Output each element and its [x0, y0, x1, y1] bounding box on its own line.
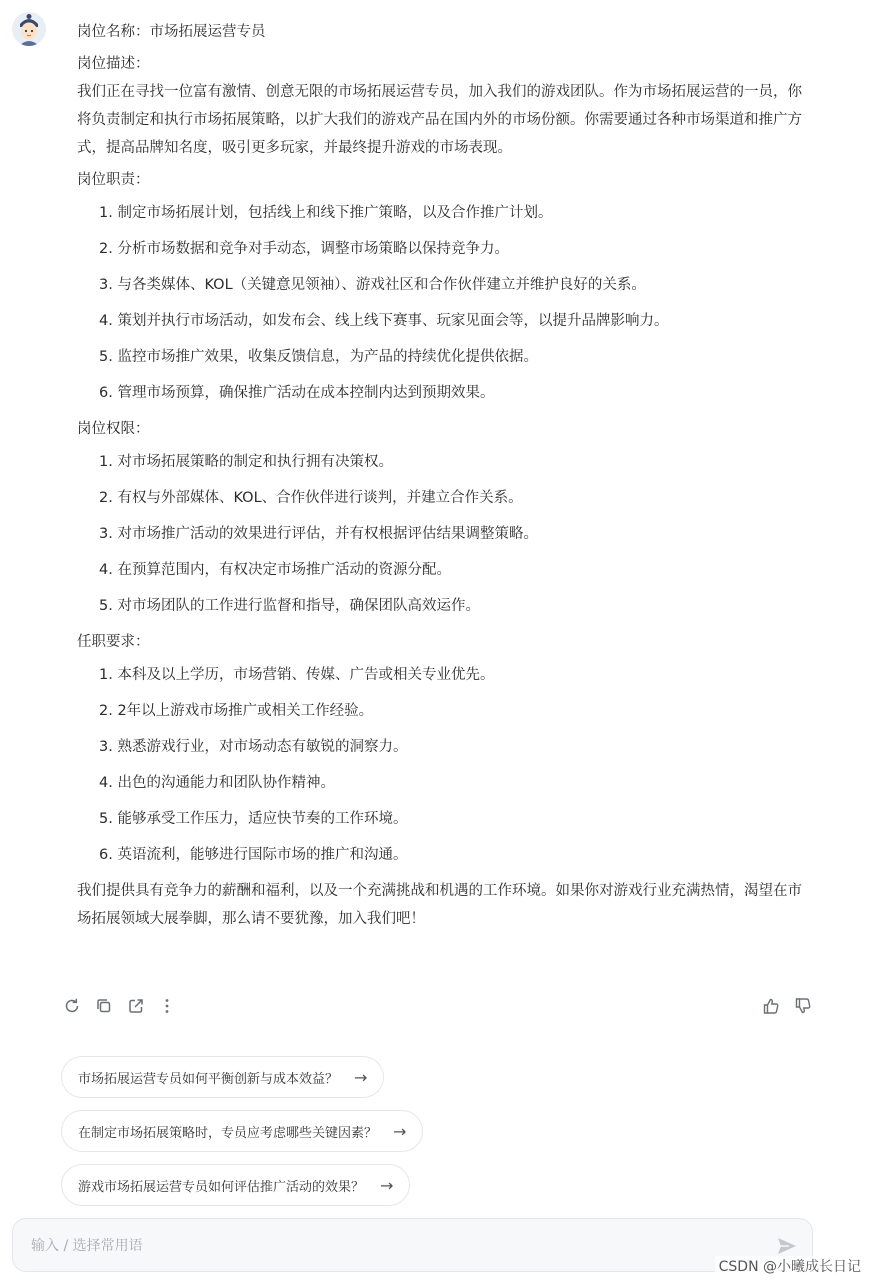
list-item: 3. 与各类媒体、KOL（关键意见领袖）、游戏社区和合作伙伴建立并维护良好的关系。	[99, 277, 646, 293]
list-item: 5. 监控市场推广效果，收集反馈信息，为产品的持续优化提供依据。	[99, 349, 538, 365]
list-item: 1. 本科及以上学历，市场营销、传媒、广告或相关专业优先。	[99, 667, 495, 683]
closing-text: 我们提供具有竞争力的薪酬和福利，以及一个充满挑战和机遇的工作环境。如果你对游戏行业充满热情，渴望在市场拓展领域大展拳脚，那么请不要犹豫，加入我们吧！	[77, 883, 802, 927]
assistant-message	[77, 18, 812, 933]
suggested-questions	[61, 1056, 423, 1218]
list-item: 5. 能够承受工作压力，适应快节奏的工作环境。	[99, 811, 408, 827]
refresh-icon[interactable]	[62, 996, 82, 1016]
list-item: 6. 英语流利，能够进行国际市场的推广和沟通。	[99, 847, 408, 863]
csdn-watermark: CSDN @小曦成长日记	[715, 1256, 865, 1276]
list-item: 1. 对市场拓展策略的制定和执行拥有决策权。	[99, 454, 393, 470]
arrow-right-icon: →	[354, 1067, 368, 1087]
send-icon[interactable]	[776, 1235, 798, 1257]
requirements-list	[99, 661, 812, 869]
message-actions	[60, 992, 815, 1022]
list-item: 1. 制定市场拓展计划，包括线上和线下推广策略，以及合作推广计划。	[99, 205, 553, 221]
more-icon[interactable]	[157, 996, 177, 1016]
authority-heading: 岗位权限：	[77, 421, 150, 437]
thumbs-down-icon[interactable]	[793, 996, 813, 1016]
description-heading: 岗位描述：	[77, 56, 150, 72]
arrow-right-icon: →	[393, 1121, 407, 1141]
suggestion-chip[interactable]	[61, 1110, 423, 1152]
suggestion-chip[interactable]	[61, 1164, 410, 1206]
chat-input[interactable]	[31, 1219, 751, 1273]
assistant-avatar	[12, 12, 46, 46]
list-item: 3. 熟悉游戏行业，对市场动态有敏锐的洞察力。	[99, 739, 408, 755]
list-item: 2. 2年以上游戏市场推广或相关工作经验。	[99, 703, 374, 719]
share-icon[interactable]	[126, 996, 146, 1016]
thumbs-up-icon[interactable]	[761, 996, 781, 1016]
chat-input-bar	[12, 1218, 813, 1272]
job-title: 岗位名称：市场拓展运营专员	[77, 24, 266, 40]
duties-heading: 岗位职责：	[77, 172, 150, 188]
list-item: 4. 策划并执行市场活动，如发布会、线上线下赛事、玩家见面会等，以提升品牌影响力。	[99, 313, 669, 329]
suggestion-text: 市场拓展运营专员如何平衡创新与成本效益？	[78, 1071, 339, 1087]
authority-list	[99, 448, 812, 620]
arrow-right-icon: →	[380, 1175, 394, 1195]
list-item: 2. 有权与外部媒体、KOL、合作伙伴进行谈判，并建立合作关系。	[99, 490, 523, 506]
suggestion-chip[interactable]	[61, 1056, 384, 1098]
suggestion-text: 游戏市场拓展运营专员如何评估推广活动的效果？	[78, 1179, 365, 1195]
duties-list	[99, 199, 812, 407]
list-item: 4. 在预算范围内，有权决定市场推广活动的资源分配。	[99, 562, 451, 578]
description-text: 我们正在寻找一位富有激情、创意无限的市场拓展运营专员，加入我们的游戏团队。作为市场拓展运营的一员，你将负责制定和执行市场拓展策略，以扩大我们的游戏产品在国内外的市场份额。你需要通过各种市场渠道和推广方式，提高品牌知名度，吸引更多玩家，并最终提升游戏的市场表现。	[77, 84, 802, 156]
list-item: 5. 对市场团队的工作进行监督和指导，确保团队高效运作。	[99, 598, 480, 614]
list-item: 6. 管理市场预算，确保推广活动在成本控制内达到预期效果。	[99, 385, 495, 401]
list-item: 4. 出色的沟通能力和团队协作精神。	[99, 775, 335, 791]
suggestion-text: 在制定市场拓展策略时，专员应考虑哪些关键因素？	[78, 1125, 378, 1141]
list-item: 2. 分析市场数据和竞争对手动态，调整市场策略以保持竞争力。	[99, 241, 509, 257]
list-item: 3. 对市场推广活动的效果进行评估，并有权根据评估结果调整策略。	[99, 526, 538, 542]
copy-icon[interactable]	[94, 996, 114, 1016]
requirements-heading: 任职要求：	[77, 634, 150, 650]
